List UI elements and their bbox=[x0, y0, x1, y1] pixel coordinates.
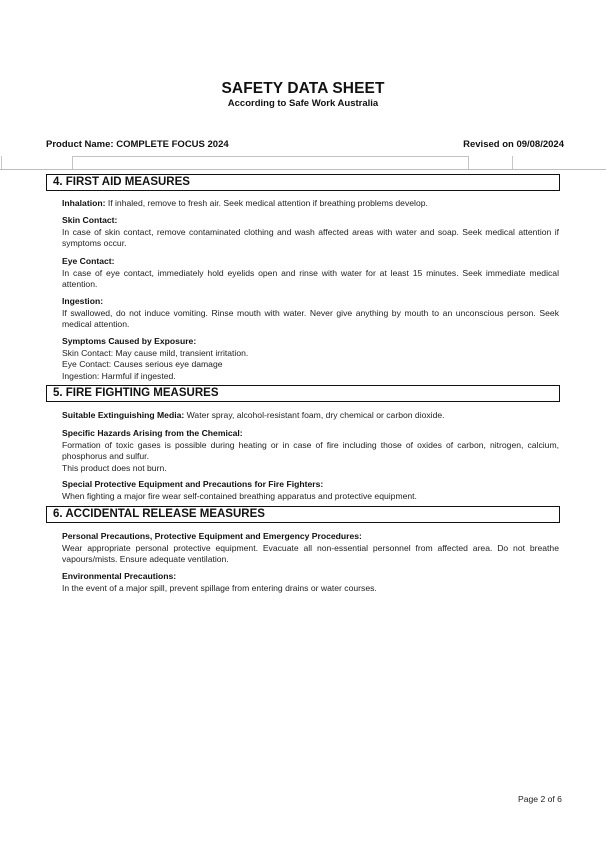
ingestion-label: Ingestion: bbox=[62, 296, 104, 306]
specific-hazards-text: Formation of toxic gases is possible during heating or in case of fire including those of oxides of carbon, nitrogen, calcium, phosphorus and sulfur. bbox=[62, 439, 559, 461]
fire-protective-equipment bbox=[62, 479, 559, 502]
page-number: Page 2 of 6 bbox=[518, 794, 562, 804]
extinguishing-media-label: Suitable Extinguishing Media: bbox=[62, 410, 185, 420]
header-rule-line bbox=[0, 169, 606, 170]
skin-contact-label: Skin Contact: bbox=[62, 215, 118, 225]
symptom-line: Ingestion: Harmful if ingested. bbox=[62, 370, 176, 381]
first-aid-ingestion bbox=[62, 296, 559, 331]
header-rule-box bbox=[72, 156, 469, 170]
release-environmental-precautions bbox=[62, 571, 559, 594]
inhalation-text: If inhaled, remove to fresh air. Seek medical attention if breathing problems develop. bbox=[105, 198, 428, 208]
section-header-accidental-release: 6. ACCIDENTAL RELEASE MEASURES bbox=[46, 506, 560, 523]
skin-contact-text: In case of skin contact, remove contaminated clothing and wash affected areas with water and soap. Seek medical attention if symptoms occur. bbox=[62, 226, 559, 248]
eye-contact-text: In case of eye contact, immediately hold eyelids open and rinse with water for at least 15 minutes. Seek immediate medical attention. bbox=[62, 267, 559, 289]
first-aid-eye-contact bbox=[62, 256, 559, 291]
symptom-line: Skin Contact: May cause mild, transient irritation. bbox=[62, 347, 249, 358]
protective-equipment-text: When fighting a major fire wear self-contained breathing apparatus and protective equipment. bbox=[62, 490, 417, 501]
specific-hazards-label: Specific Hazards Arising from the Chemical: bbox=[62, 428, 243, 438]
personal-precautions-text: Wear appropriate personal protective equipment. Evacuate all non-essential personnel from affected area. Do not breathe vapours/mists. Ensure adequate ventilation. bbox=[62, 542, 559, 564]
release-personal-precautions bbox=[62, 531, 559, 566]
environmental-precautions-label: Environmental Precautions: bbox=[62, 571, 177, 581]
product-name: Product Name: COMPLETE FOCUS 2024 bbox=[46, 139, 229, 150]
extinguishing-media-text: Water spray, alcohol-resistant foam, dry chemical or carbon dioxide. bbox=[184, 410, 445, 420]
section-header-fire-fighting: 5. FIRE FIGHTING MEASURES bbox=[46, 385, 560, 402]
personal-precautions-label: Personal Precautions, Protective Equipment and Emergency Procedures: bbox=[62, 531, 362, 541]
eye-contact-label: Eye Contact: bbox=[62, 256, 115, 266]
environmental-precautions-text: In the event of a major spill, prevent spillage from entering drains or water courses. bbox=[62, 582, 377, 593]
ingestion-text: If swallowed, do not induce vomiting. Rinse mouth with water. Never give anything by mouth to an unconscious person. Seek medical attention. bbox=[62, 307, 559, 329]
document-title: SAFETY DATA SHEET bbox=[221, 80, 385, 97]
fire-specific-hazards bbox=[62, 428, 559, 474]
fire-extinguishing-media bbox=[62, 410, 559, 422]
product-info-line bbox=[46, 139, 564, 150]
header-rule-left bbox=[1, 156, 2, 170]
document-subtitle: According to Safe Work Australia bbox=[227, 98, 379, 109]
revision-date: Revised on 09/08/2024 bbox=[463, 139, 564, 150]
first-aid-symptoms bbox=[62, 336, 559, 382]
header-rule-mid bbox=[512, 156, 513, 170]
symptoms-label: Symptoms Caused by Exposure: bbox=[62, 336, 197, 346]
section-header-first-aid: 4. FIRST AID MEASURES bbox=[46, 174, 560, 191]
specific-hazards-extra: This product does not burn. bbox=[62, 462, 167, 473]
protective-equipment-label: Special Protective Equipment and Precautions for Fire Fighters: bbox=[62, 479, 324, 489]
symptom-line: Eye Contact: Causes serious eye damage bbox=[62, 359, 223, 369]
first-aid-skin-contact bbox=[62, 215, 559, 250]
inhalation-label: Inhalation: bbox=[62, 198, 106, 208]
first-aid-inhalation bbox=[62, 198, 559, 210]
